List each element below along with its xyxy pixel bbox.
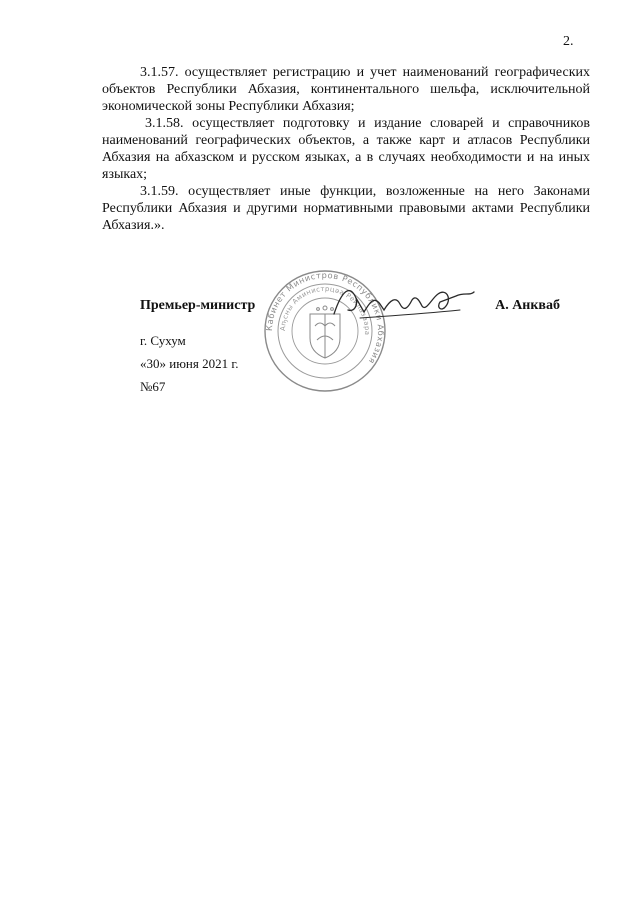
issue-date: «30» июня 2021 г. (140, 356, 239, 371)
issue-city: г. Сухум (140, 333, 186, 348)
document-number: №67 (140, 379, 166, 394)
seal-inner-text: Аҧсны Аминистрцәа Реилазаара (278, 284, 372, 336)
page-number: 2. (563, 34, 574, 49)
document-body (102, 64, 590, 234)
paragraph-3-1-59: 3.1.59. осуществляет иные функции, возложенные на него Законами Республики Абхазия и другими нормативными правовыми актами Республики Абхазия.». (102, 184, 590, 233)
seal-outer-text: Кабинет Министров Республики Абхазия (263, 269, 387, 367)
signatory-title: Премьер-министр (140, 298, 256, 313)
paragraph-3-1-57: 3.1.57. осуществляет регистрацию и учет наименований географических объектов Республики Абхазия, континентального шельфа, исключительной экономической зоны Республики Абхазия; (102, 65, 590, 114)
signatory-name: А. Анкваб (495, 298, 560, 313)
paragraph-3-1-58: 3.1.58. осуществляет подготовку и издание словарей и справочников наименований географических объектов, а также карт и атласов Республики Абхазия на абхазском и русском языках, а в случаях необходимости и на иных языках; (102, 116, 590, 182)
signature-block (140, 298, 560, 318)
